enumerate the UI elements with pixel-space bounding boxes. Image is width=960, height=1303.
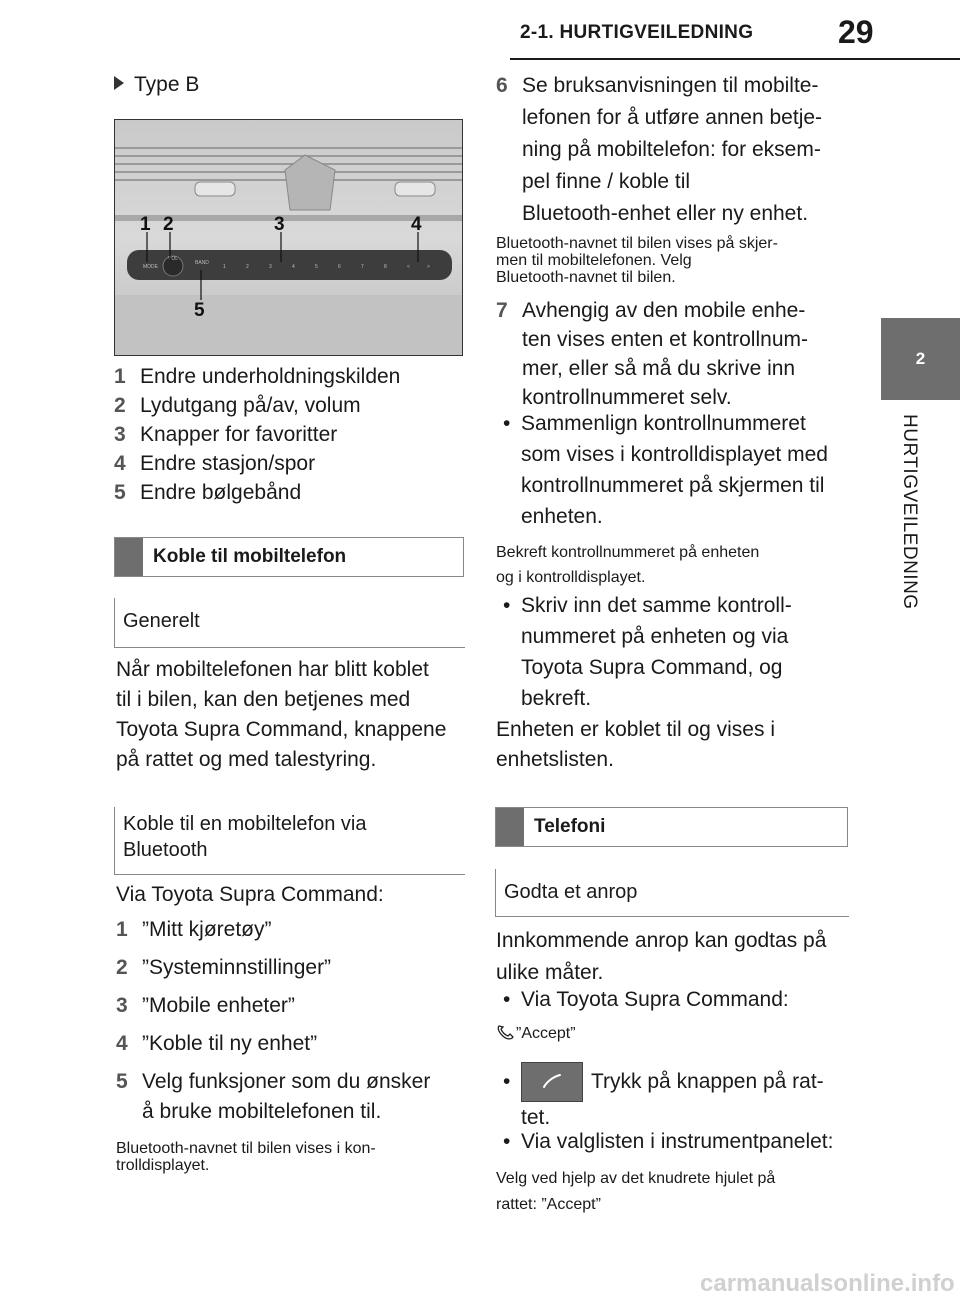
phone-icon	[496, 1024, 516, 1040]
step-text: Se bruksanvisningen til mobilte-	[522, 74, 819, 97]
note-wheel	[496, 1166, 775, 1218]
subheading-text: Koble til en mobiltelefon via	[123, 813, 367, 835]
bullet-text: kontrollnummeret på skjermen til	[521, 474, 825, 497]
bullet-dot: •	[503, 412, 511, 435]
bullet-dot: •	[503, 988, 511, 1011]
phone-handset-icon	[522, 1063, 582, 1101]
section-bar-title: Koble til mobiltelefon	[153, 546, 347, 567]
accept-text: ”Accept”	[516, 1025, 576, 1042]
via-text: Via Toyota Supra Command:	[116, 883, 384, 906]
legend-item	[114, 391, 400, 420]
step-item	[116, 1029, 430, 1067]
callout-2: 2	[163, 214, 174, 235]
paragraph-line: Innkommende anrop kan godtas på	[496, 929, 827, 952]
bullet-text: Skriv inn det samme kontroll-	[521, 594, 792, 617]
panel-label-3: 3	[269, 264, 272, 270]
note-line: men til mobiltelefonen. Velg	[496, 252, 692, 269]
legend-item	[114, 478, 400, 507]
legend-num: 2	[114, 394, 126, 417]
note-line: Bluetooth-navnet til bilen vises i kon-	[116, 1140, 376, 1157]
step-item	[116, 1067, 430, 1097]
chapter-tab	[881, 318, 960, 400]
panel-label-vol: VOL	[168, 256, 179, 262]
paragraph-line: ulike måter.	[496, 961, 604, 984]
bullet-instrument	[503, 1127, 833, 1157]
panel-label-band: BAND	[195, 260, 209, 266]
steering-call-button-icon	[521, 1062, 583, 1102]
legend-item	[114, 362, 400, 391]
paragraph-line: enhetslisten.	[496, 748, 614, 771]
note-line: rattet: ”Accept”	[496, 1196, 601, 1213]
panel-label-mode: MODE	[143, 264, 158, 270]
paragraph-line: til i bilen, kan den betjenes med	[116, 688, 411, 711]
note-line: og i kontrolldisplayet.	[496, 569, 646, 586]
step-text: ”Mitt kjøretøy”	[142, 918, 272, 941]
section-bar-block	[496, 808, 524, 846]
subheading-generelt	[114, 598, 465, 648]
step-num: 1	[116, 918, 128, 941]
panel-label-prev: <	[407, 264, 410, 270]
bullet-text: bekreft.	[521, 687, 592, 710]
chapter-number: 2	[915, 349, 926, 368]
step-text: mer, eller så må du skrive inn	[522, 357, 796, 380]
legend-list	[114, 362, 400, 507]
step-text: kontrollnummeret selv.	[522, 386, 732, 409]
step-num: 4	[116, 1032, 128, 1055]
step-text: Avhengig av den mobile enhe-	[522, 299, 806, 322]
subheading-text: Bluetooth	[123, 839, 208, 861]
chapter-label: HURTIGVEILEDNING	[899, 414, 920, 610]
paragraph-line: Når mobiltelefonen har blitt koblet	[116, 658, 429, 681]
bullet-text: tet.	[521, 1106, 551, 1130]
subheading-text: Godta et anrop	[504, 881, 638, 903]
note-screen	[496, 235, 778, 286]
legend-num: 1	[114, 365, 126, 388]
step-text: Velg funksjoner som du ønsker	[142, 1070, 431, 1093]
section-title: 2-1. HURTIGVEILEDNING	[520, 22, 754, 43]
section-bar-title: Telefoni	[534, 816, 606, 837]
callout-1: 1	[140, 214, 151, 235]
subheading-text: Generelt	[123, 610, 200, 632]
panel-label-4: 4	[292, 264, 295, 270]
legend-num: 4	[114, 452, 126, 475]
step-num: 2	[116, 956, 128, 979]
bullet-text: enheten.	[521, 505, 603, 528]
step-text: lefonen for å utføre annen betje-	[522, 106, 823, 129]
legend-item	[114, 420, 400, 449]
step-text: ”Koble til ny enhet”	[142, 1032, 318, 1055]
bullet-dot: •	[503, 1070, 511, 1093]
step-item	[116, 915, 430, 953]
note-line: Velg ved hjelp av det knudrete hjulet på	[496, 1170, 776, 1187]
callout-5: 5	[194, 300, 205, 321]
section-bar-koble	[114, 537, 464, 577]
note-line: Bluetooth-navnet til bilen vises på skjer-	[496, 235, 778, 252]
legend-text: Endre bølgebånd	[140, 481, 302, 504]
header-rule	[510, 58, 960, 60]
panel-label-next: >	[427, 264, 430, 270]
bullet-text: Sammenlign kontrollnummeret	[521, 412, 806, 435]
incoming-paragraph	[496, 925, 826, 989]
step-num: 6	[496, 74, 508, 97]
type-heading	[114, 70, 199, 100]
bullet-text: Toyota Supra Command, og	[521, 656, 783, 679]
step-item	[116, 991, 430, 1029]
step-text: ”Systeminnstillinger”	[142, 956, 332, 979]
note-line: Bekreft kontrollnummeret på enheten	[496, 544, 760, 561]
bullet-text: nummeret på enheten og via	[521, 625, 789, 648]
paragraph-line: på rattet og med talestyring.	[116, 748, 377, 771]
accept-line	[496, 1024, 576, 1042]
legend-text: Lydutgang på/av, volum	[140, 394, 361, 417]
section-bar-telefoni	[495, 807, 848, 847]
step-num: 7	[496, 299, 508, 322]
connected-paragraph	[496, 715, 775, 775]
type-heading-text: Type B	[134, 73, 200, 96]
bullet-command	[503, 985, 789, 1015]
note-line: trolldisplayet.	[116, 1157, 210, 1174]
step-list	[116, 915, 430, 1127]
watermark: carmanualsonline.info	[700, 1270, 955, 1297]
radio-panel-illustration	[115, 120, 462, 355]
note-confirm	[496, 540, 759, 590]
triangle-bullet-icon	[114, 76, 124, 90]
bullet-text: Via Toyota Supra Command:	[521, 988, 789, 1011]
bullet-text: som vises i kontrolldisplayet med	[521, 443, 828, 466]
callout-4: 4	[411, 214, 422, 235]
note-bluetooth	[116, 1140, 376, 1174]
step-text: ”Mobile enheter”	[142, 994, 295, 1017]
bullet-text: Via valglisten i instrumentpanelet:	[521, 1130, 834, 1153]
step-item	[116, 953, 430, 991]
step-7	[496, 296, 808, 412]
panel-label-8: 8	[384, 264, 387, 270]
panel-label-5: 5	[315, 264, 318, 270]
subheading-bluetooth	[114, 807, 465, 875]
paragraph-line: Toyota Supra Command, knappene	[116, 718, 447, 741]
bullet-steering-button	[503, 1062, 824, 1134]
step-text: pel finne / koble til	[522, 170, 691, 193]
panel-label-7: 7	[361, 264, 364, 270]
note-line: Bluetooth-navnet til bilen.	[496, 269, 676, 286]
step-6	[496, 70, 822, 230]
legend-text: Endre stasjon/spor	[140, 452, 316, 475]
step-text: ten vises enten et kontrollnum-	[522, 328, 808, 351]
step-text: Bluetooth-enhet eller ny enhet.	[522, 202, 809, 225]
section-bar-block	[115, 538, 143, 576]
step-text: ning på mobiltelefon: for eksem-	[522, 138, 821, 161]
legend-num: 5	[114, 481, 126, 504]
bullet-dot: •	[503, 1130, 511, 1153]
legend-item	[114, 449, 400, 478]
subheading-godta	[495, 869, 849, 917]
bullet-compare	[503, 408, 828, 532]
bullet-dot: •	[503, 594, 511, 617]
bullet-enter	[503, 590, 792, 714]
dashboard-photo	[114, 119, 463, 356]
panel-label-6: 6	[338, 264, 341, 270]
legend-text: Knapper for favoritter	[140, 423, 338, 446]
panel-label-2: 2	[246, 264, 249, 270]
page-number: 29	[838, 14, 874, 50]
bullet-text: Trykk på knappen på rat-	[591, 1070, 824, 1093]
callout-3: 3	[274, 214, 285, 235]
paragraph-line: Enheten er koblet til og vises i	[496, 718, 775, 741]
panel-label-1: 1	[223, 264, 226, 270]
legend-text: Endre underholdningskilden	[140, 365, 401, 388]
general-paragraph	[116, 655, 446, 775]
step-num: 5	[116, 1070, 128, 1093]
step-item-cont: å bruke mobiltelefonen til.	[142, 1100, 382, 1123]
step-num: 3	[116, 994, 128, 1017]
legend-num: 3	[114, 423, 126, 446]
